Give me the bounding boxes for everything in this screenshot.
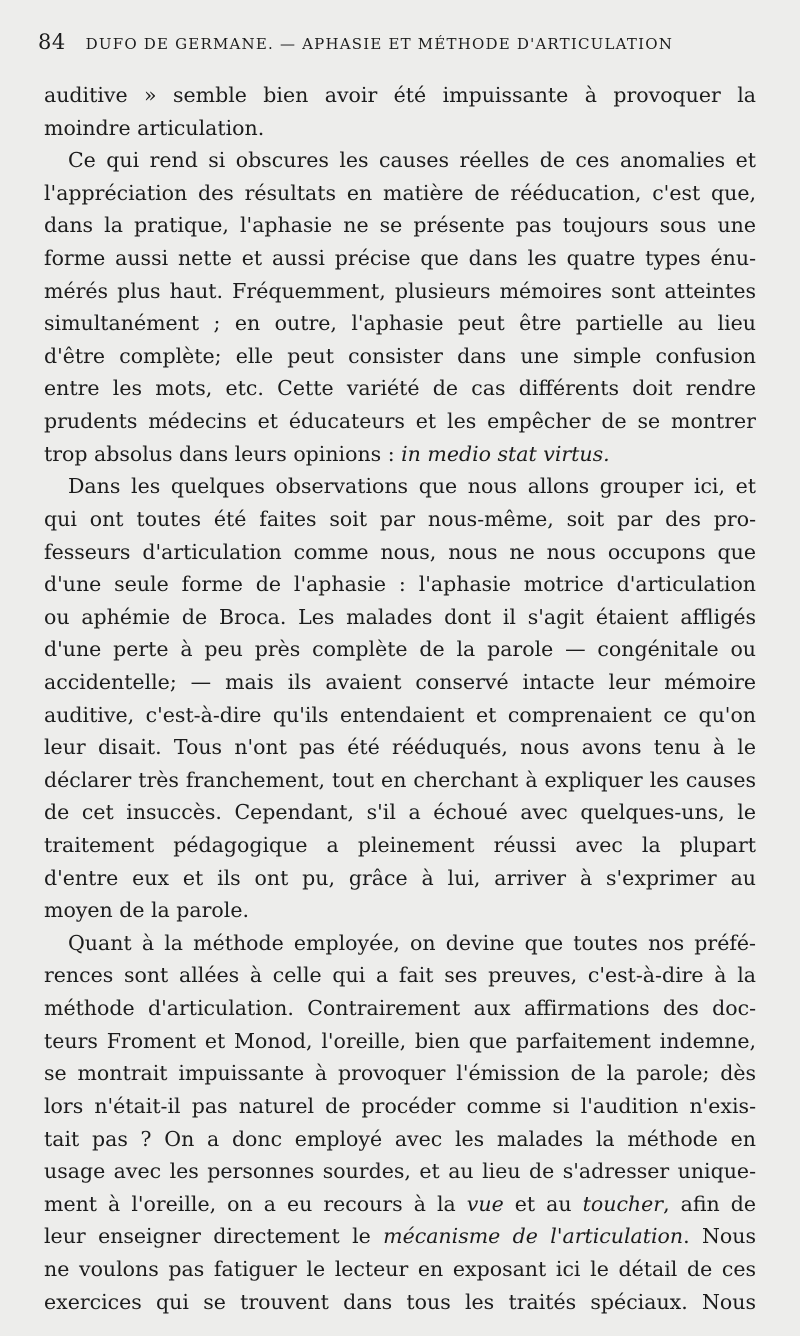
text-line: [44, 1188, 756, 1221]
text-line: d'être complète; elle peut consister dans une simple confusion: [44, 343, 756, 368]
text-line: moyen de la parole.: [44, 898, 249, 923]
emphasis: vue: [466, 1191, 504, 1216]
text-line: fesseurs d'articulation comme nous, nous ne nous occupons que: [44, 539, 756, 564]
text-line: l'appréciation des résultats en matière de rééducation, c'est que,: [44, 180, 756, 205]
text-line: entre les mots, etc. Cette variété de cas différents doit rendre: [44, 376, 756, 401]
text-line: Quant à la méthode employée, on devine que toutes nos préfé-: [68, 930, 756, 955]
text-line: traitement pédagogique a pleinement réussi avec la plupart: [44, 833, 756, 858]
text-line: prudents médecins et éducateurs et les empêcher de se montrer: [44, 409, 756, 434]
text-line: ne voulons pas fatiguer le lecteur en exposant ici le détail de ces: [44, 1256, 756, 1281]
text-line: auditive » semble bien avoir été impuissante à provoquer la: [44, 83, 756, 107]
text-line: moindre articulation.: [44, 115, 265, 140]
text-line: simultanément ; en outre, l'aphasie peut être partielle au lieu: [44, 311, 756, 336]
text-line: d'entre eux et ils ont pu, grâce à lui, arriver à s'exprimer au: [44, 865, 756, 890]
text-line: ou aphémie de Broca. Les malades dont il s'agit étaient affligés: [44, 604, 756, 629]
text-line: mérés plus haut. Fréquemment, plusieurs mémoires sont atteintes: [44, 278, 756, 303]
text-line: dans la pratique, l'aphasie ne se présente pas toujours sous une: [44, 213, 756, 238]
text-line: [44, 1220, 756, 1253]
text-run: et au: [503, 1191, 583, 1216]
text-line: accidentelle; — mais ils avaient conservé intacte leur mémoire: [44, 669, 756, 694]
text-line: auditive, c'est-à-dire qu'ils entendaient et comprenaient ce qu'on: [44, 702, 756, 727]
text-line: Ce qui rend si obscures les causes réelles de ces anomalies et: [68, 148, 756, 173]
text-line: qui ont toutes été faites soit par nous-même, soit par des pro-: [44, 506, 756, 531]
text-line: d'une perte à peu près complète de la parole — congénitale ou: [44, 637, 756, 662]
text-line: rences sont allées à celle qui a fait ses preuves, c'est-à-dire à la: [44, 963, 756, 988]
text-line: déclarer très franchement, tout en cherchant à expliquer les causes: [44, 767, 756, 792]
emphasis: mécanisme de l'articulation: [383, 1224, 684, 1249]
text-line: lors n'était-il pas naturel de procéder comme si l'audition n'exis-: [44, 1093, 756, 1118]
text-line: usage avec les personnes sourdes, et au lieu de s'adresser unique-: [44, 1159, 756, 1184]
text-run: , afin de: [663, 1191, 756, 1216]
text-run: ment à l'oreille, on a eu recours à la: [44, 1191, 467, 1216]
emphasis: toucher: [582, 1191, 664, 1216]
text-line: forme aussi nette et aussi précise que dans les quatre types énu-: [44, 246, 756, 271]
body-text: [44, 79, 756, 1318]
text-run: leur enseigner directement le: [44, 1224, 384, 1249]
text-line: méthode d'articulation. Contrairement aux affirmations des doc-: [44, 996, 756, 1021]
latin-quote: in medio stat virtus.: [401, 441, 610, 466]
text-line: se montrait impuissante à provoquer l'émission de la parole; dès: [44, 1061, 756, 1086]
text-line: Dans les quelques observations que nous allons grouper ici, et: [68, 474, 756, 499]
text-line: teurs Froment et Monod, l'oreille, bien que parfaitement indemne,: [44, 1028, 756, 1053]
text-line: leur disait. Tous n'ont pas été rééduqués, nous avons tenu à le: [44, 735, 756, 760]
text-line: exercices qui se trouvent dans tous les traités spéciaux. Nous: [44, 1289, 756, 1314]
text-run: . Nous: [683, 1224, 756, 1249]
text-line: de cet insuccès. Cependant, s'il a échoué avec quelques-uns, le: [44, 800, 756, 825]
running-title: DUFO DE GERMANE. — APHASIE ET MÉTHODE D'ARTICULATION: [85, 35, 674, 53]
running-header: [38, 30, 762, 54]
text-line: [44, 438, 756, 471]
text-line: tait pas ? On a donc employé avec les malades la méthode en: [44, 1126, 756, 1151]
page-number: 84: [38, 30, 66, 54]
text-run: trop absolus dans leurs opinions :: [44, 441, 402, 466]
text-line: d'une seule forme de l'aphasie : l'aphasie motrice d'articulation: [44, 572, 756, 597]
